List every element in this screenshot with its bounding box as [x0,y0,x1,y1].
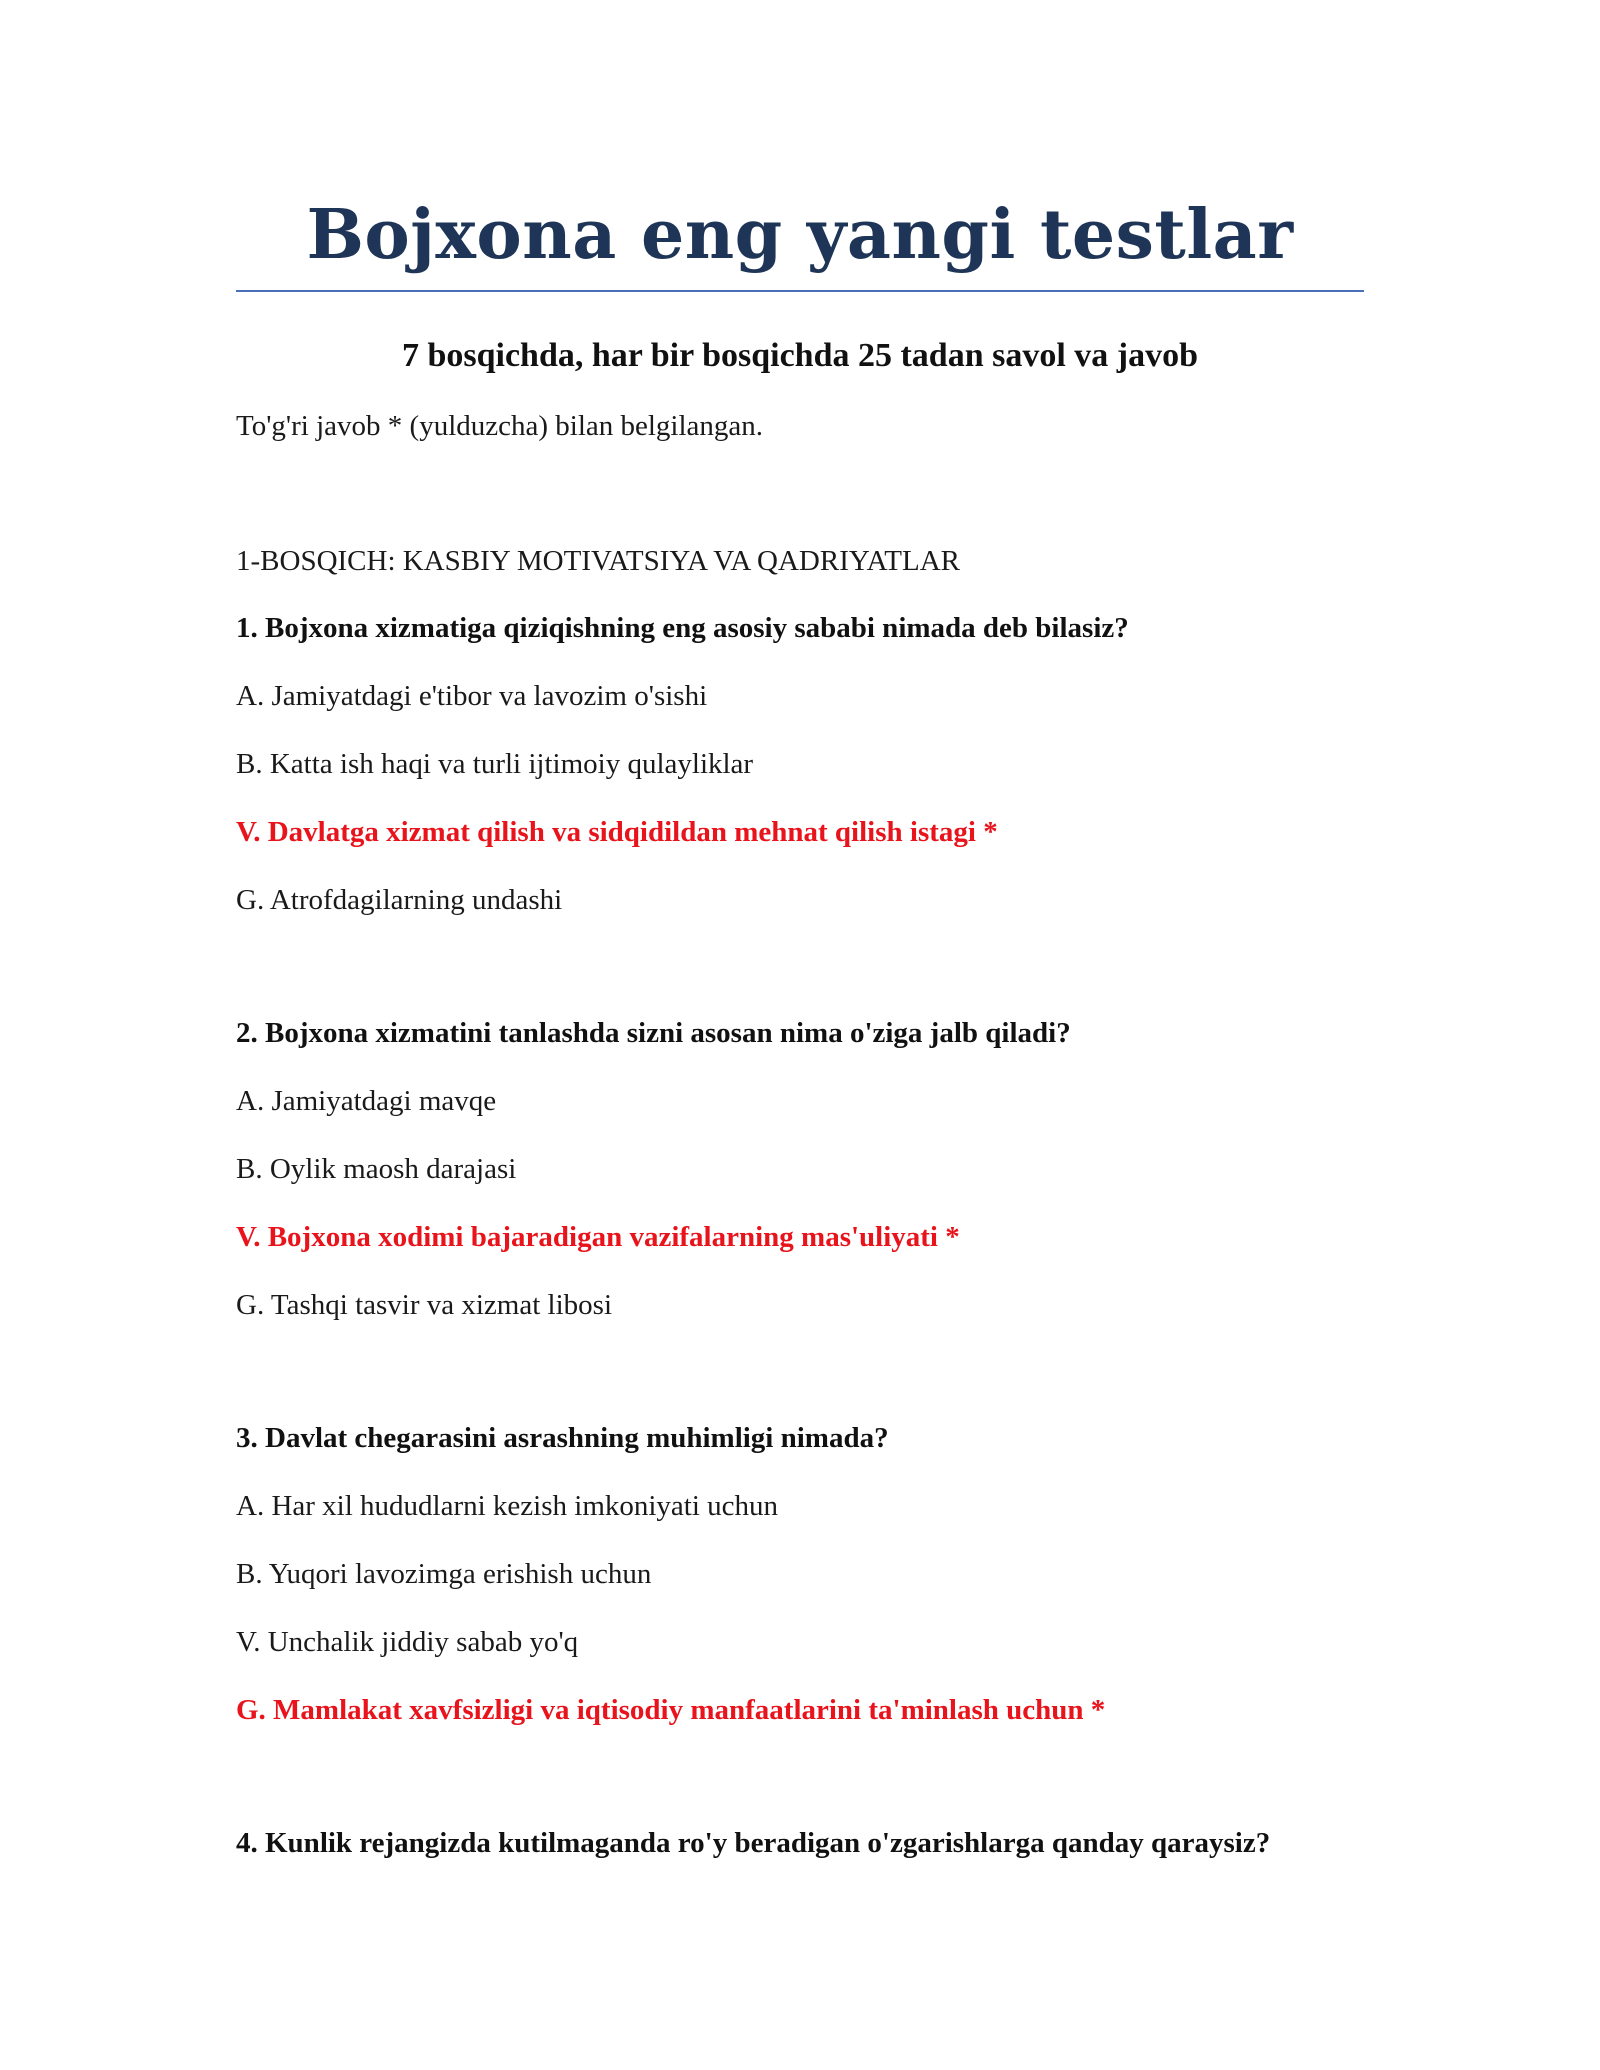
answer-option: A. Jamiyatdagi mavqe [236,1085,497,1117]
answer-option: A. Har xil hududlarni kezish imkoniyati uchun [236,1490,779,1522]
correct-answer-option: V. Davlatga xizmat qilish va sidqidildan mehnat qilish istagi * [236,816,998,848]
question-text: 3. Davlat chegarasini asrashning muhimligi nimada? [236,1422,889,1454]
answer-option: B. Oylik maosh darajasi [236,1153,517,1185]
document-title: Bojxona eng yangi testlar [306,195,1294,275]
correct-answer-option: V. Bojxona xodimi bajaradigan vazifalarning mas'uliyati * [236,1221,960,1253]
title-divider [236,290,1364,292]
correct-answer-option: G. Mamlakat xavfsizligi va iqtisodiy manfaatlarini ta'minlash uchun * [236,1694,1106,1726]
document-subtitle: 7 bosqichda, har bir bosqichda 25 tadan savol va javob [401,337,1199,374]
question-text: 1. Bojxona xizmatiga qiziqishning eng asosiy sababi nimada deb bilasiz? [236,612,1129,644]
answer-key-note: To'g'ri javob * (yulduzcha) bilan belgilangan. [236,410,764,442]
answer-option: B. Yuqori lavozimga erishish uchun [236,1558,652,1590]
question-text: 2. Bojxona xizmatini tanlashda sizni asosan nima o'ziga jalb qiladi? [236,1017,1071,1049]
answer-option: A. Jamiyatdagi e'tibor va lavozim o'sishi [236,680,708,712]
answer-option: G. Atrofdagilarning undashi [236,884,563,916]
section-heading: 1-BOSQICH: KASBIY MOTIVATSIYA VA QADRIYATLAR [236,545,961,577]
question-text: 4. Kunlik rejangizda kutilmaganda ro'y beradigan o'zgarishlarga qanday qaraysiz? [236,1827,1271,1859]
answer-option: G. Tashqi tasvir va xizmat libosi [236,1289,612,1321]
answer-option: B. Katta ish haqi va turli ijtimoiy qulayliklar [236,748,754,780]
answer-option: V. Unchalik jiddiy sabab yo'q [236,1626,579,1658]
